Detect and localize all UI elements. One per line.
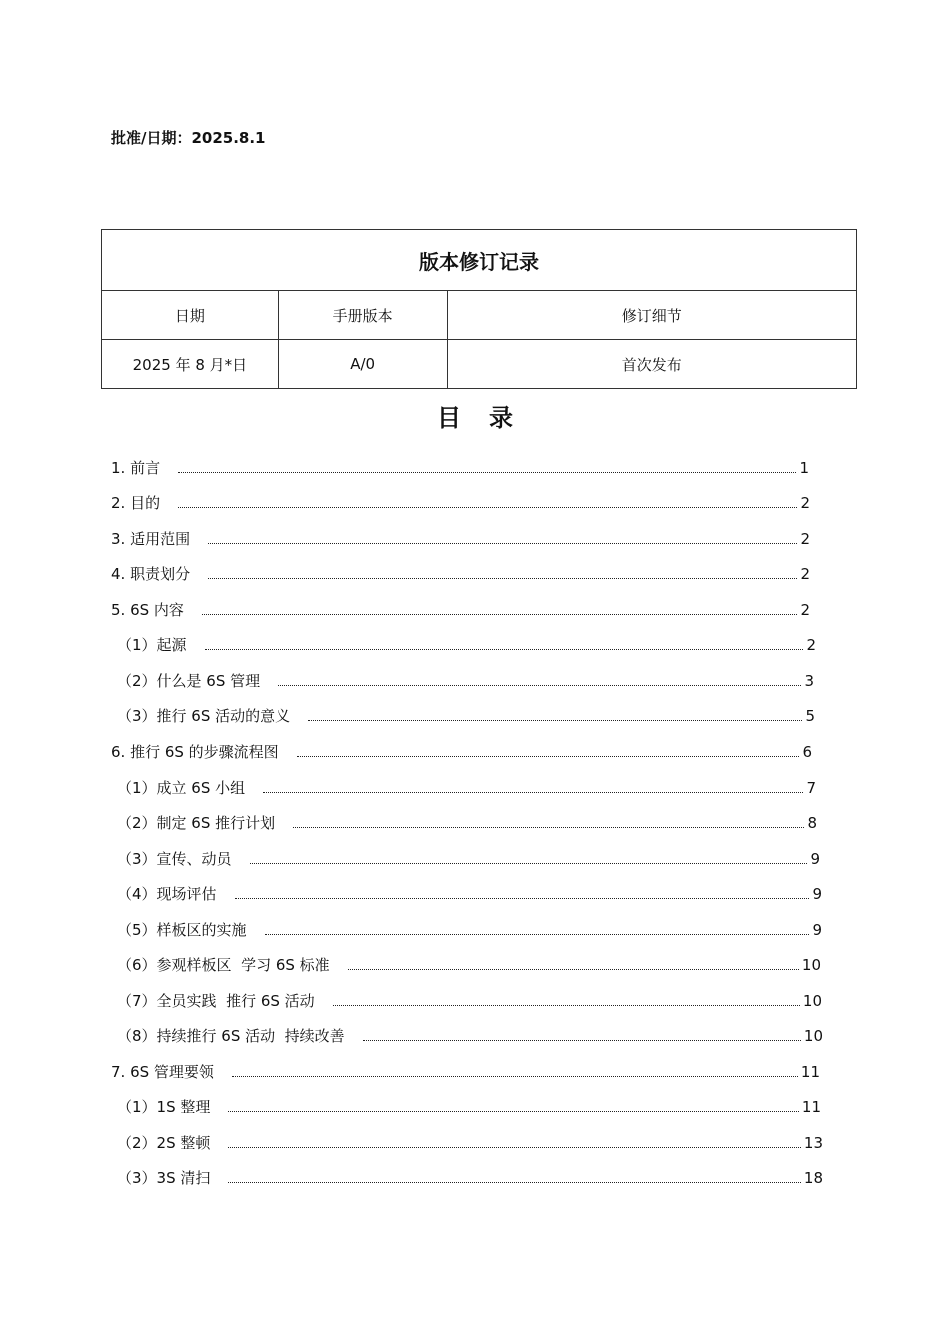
- header-version: 手册版本: [278, 291, 447, 340]
- header-details: 修订细节: [447, 291, 856, 340]
- toc-leader-dots: [297, 744, 800, 757]
- header-date: 日期: [102, 291, 279, 340]
- toc-entry-page: 6: [802, 743, 812, 761]
- toc-leader-dots: [263, 780, 803, 793]
- toc-leader-dots: [265, 922, 810, 935]
- toc-entry-page: 9: [812, 885, 822, 903]
- toc-entry-label: 1. 前言: [111, 459, 161, 477]
- revision-table-title: 版本修订记录: [102, 230, 857, 291]
- toc-entry-label: （2）2S 整顿: [117, 1134, 211, 1152]
- toc-entry[interactable]: [117, 848, 820, 870]
- toc-entry-page: 11: [800, 1063, 820, 1081]
- toc-entry-page: 9: [810, 850, 820, 868]
- toc-entry[interactable]: [117, 883, 822, 905]
- revision-table: [101, 229, 857, 389]
- toc-entry[interactable]: [117, 634, 816, 656]
- toc-entry-page: 1: [799, 459, 809, 477]
- toc-leader-dots: [235, 886, 810, 899]
- toc-leader-dots: [293, 815, 804, 828]
- toc-entry-page: 10: [802, 992, 822, 1010]
- toc-entry-label: （4）现场评估: [117, 885, 217, 903]
- toc-entry-page: 2: [800, 565, 810, 583]
- toc-entry-label: 7. 6S 管理要领: [111, 1063, 214, 1081]
- toc-entry-label: （2）什么是 6S 管理: [117, 672, 261, 690]
- toc-entry-label: （8）持续推行 6S 活动 持续改善: [117, 1027, 345, 1045]
- toc-entry-page: 5: [805, 707, 815, 725]
- toc-entry[interactable]: [117, 670, 814, 692]
- toc-entry-page: 2: [800, 494, 810, 512]
- toc-entry-label: 5. 6S 内容: [111, 601, 184, 619]
- toc-leader-dots: [228, 1099, 799, 1112]
- toc-entry[interactable]: [111, 563, 810, 585]
- toc-leader-dots: [232, 1064, 798, 1077]
- toc-entry[interactable]: [117, 777, 816, 799]
- toc-entry-page: 2: [800, 530, 810, 548]
- toc-leader-dots: [363, 1028, 801, 1041]
- toc-entry-label: 3. 适用范围: [111, 530, 191, 548]
- toc-entry-label: 6. 推行 6S 的步骤流程图: [111, 743, 279, 761]
- toc-entry[interactable]: [117, 705, 815, 727]
- toc-entry-page: 13: [803, 1134, 823, 1152]
- toc-leader-dots: [348, 957, 799, 970]
- toc-entry[interactable]: [111, 599, 810, 621]
- toc-entry-label: （1）1S 整理: [117, 1098, 211, 1116]
- toc-entry-label: （2）制定 6S 推行计划: [117, 814, 276, 832]
- toc-entry-page: 10: [801, 956, 821, 974]
- toc-entry[interactable]: [111, 1061, 820, 1083]
- toc-entry-label: （7）全员实践 推行 6S 活动: [117, 992, 315, 1010]
- toc-entry[interactable]: [111, 457, 809, 479]
- toc-entry-label: 4. 职责划分: [111, 565, 191, 583]
- toc-leader-dots: [228, 1135, 801, 1148]
- toc-entry-label: （1）成立 6S 小组: [117, 779, 246, 797]
- toc-entry-label: 2. 目的: [111, 494, 161, 512]
- toc-leader-dots: [205, 637, 804, 650]
- toc-entry-page: 7: [806, 779, 816, 797]
- toc-entry-page: 3: [804, 672, 814, 690]
- toc-entry[interactable]: [117, 812, 817, 834]
- toc-leader-dots: [308, 708, 802, 721]
- toc-entry[interactable]: [111, 492, 810, 514]
- toc-entry-label: （3）3S 清扫: [117, 1169, 211, 1187]
- toc-entry-label: （3）推行 6S 活动的意义: [117, 707, 291, 725]
- toc-leader-dots: [208, 566, 797, 579]
- toc-entry[interactable]: [117, 919, 822, 941]
- toc-leader-dots: [178, 460, 796, 473]
- toc-entry-page: 11: [801, 1098, 821, 1116]
- toc-entry[interactable]: [111, 741, 812, 763]
- toc-leader-dots: [333, 993, 800, 1006]
- toc-entry[interactable]: [117, 990, 822, 1012]
- toc-entry-page: 18: [803, 1169, 823, 1187]
- toc-entry[interactable]: [117, 1025, 823, 1047]
- toc-entry-label: （3）宣传、动员: [117, 850, 232, 868]
- cell-date: 2025 年 8 月*日: [102, 340, 279, 389]
- toc-leader-dots: [228, 1170, 801, 1183]
- toc-entry[interactable]: [111, 528, 810, 550]
- toc-entry-page: 10: [803, 1027, 823, 1045]
- toc-entry[interactable]: [117, 1132, 823, 1154]
- toc-entry[interactable]: [117, 1096, 821, 1118]
- toc-entry-page: 2: [800, 601, 810, 619]
- approval-date: 批准/日期：2025.8.1: [111, 129, 266, 147]
- toc-entry[interactable]: [117, 1167, 823, 1189]
- cell-version: A/0: [278, 340, 447, 389]
- toc-entry-label: （6）参观样板区 学习 6S 标准: [117, 956, 330, 974]
- toc-entry-page: 9: [812, 921, 822, 939]
- toc-entry[interactable]: [117, 954, 821, 976]
- toc-title: 目录: [437, 404, 541, 432]
- toc-leader-dots: [250, 851, 808, 864]
- toc-leader-dots: [208, 531, 797, 544]
- toc-entry-label: （5）样板区的实施: [117, 921, 247, 939]
- toc-entry-label: （1）起源: [117, 636, 187, 654]
- toc-leader-dots: [202, 602, 798, 615]
- toc-entry-page: 8: [807, 814, 817, 832]
- cell-details: 首次发布: [447, 340, 856, 389]
- toc-entry-page: 2: [806, 636, 816, 654]
- toc-leader-dots: [178, 495, 797, 508]
- toc-leader-dots: [278, 673, 801, 686]
